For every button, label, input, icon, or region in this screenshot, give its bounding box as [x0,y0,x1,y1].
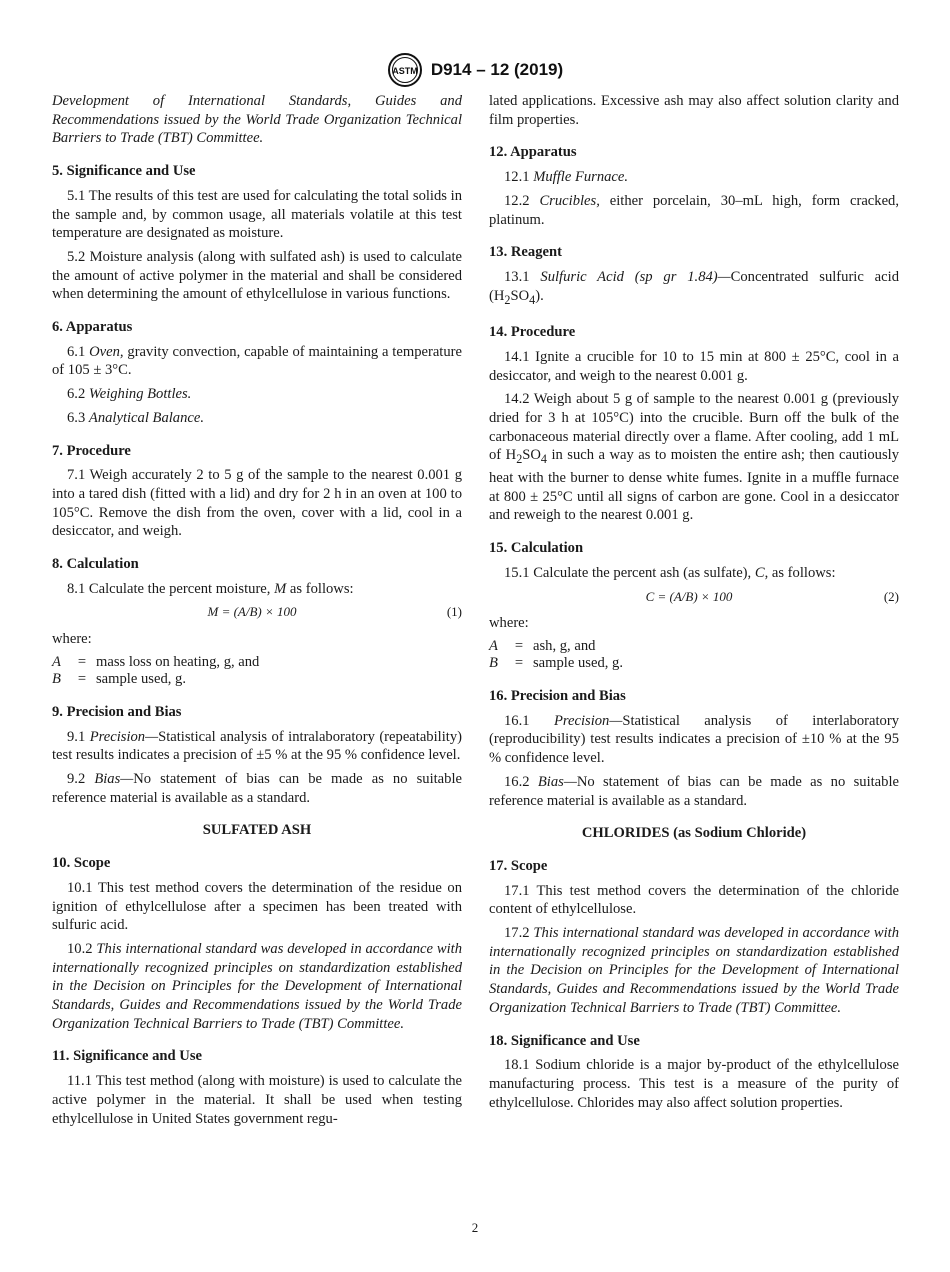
variable-definitions [489,638,899,673]
para-9-1: 9.1 Precision—Statistical analysis of intralaboratory (repeatability) test results indicates a precision of ±5 % at the 95 % confidence level. [52,728,462,764]
equation-2-number: (2) [883,588,899,604]
para-6-2: 6.2 Weighing Bottles. [67,386,192,403]
section-10-heading: 10. Scope [52,855,111,872]
para-16-1: 16.1 Precision—Statistical analysis of interlaboratory (reproducibility) test results indicates a precision of ±10 % at the 95 % confidence level. [489,712,899,767]
definition-item: A = ash, g, and [489,637,596,654]
section-5-heading: 5. Significance and Use [52,163,196,180]
document-id: D914 – 12 (2019) [430,60,564,79]
para-14-1: 14.1 Ignite a crucible for 10 to 15 min at 800 ± 25°C, cool in a desiccator, and weigh to the nearest 0.001 g. [489,348,899,384]
para-17-2: 17.2 This international standard was developed in accordance with internationally recognized principles on standardization established in the Decision on Principles for the Development of International Standards, Guides and Recommendations issued by the World Trade Organization Technical Barriers to Trade (TBT) Committee. [489,925,899,1016]
section-7-heading: 7. Procedure [52,442,131,459]
definition-item: A = mass loss on heating, g, and [52,653,260,670]
para-8-1: 8.1 Calculate the percent moisture, M as follows: [67,580,354,597]
section-18-heading: 18. Significance and Use [489,1032,640,1049]
equation-1-number: (1) [446,604,462,620]
para-15-1: 15.1 Calculate the percent ash (as sulfate), C, as follows: [504,564,836,581]
para-11-1: 11.1 This test method (along with moisture) is used to calculate the active polymer in the material. It shall be used when testing ethylcellulose in United States government regu- [52,1073,462,1127]
section-8-heading: 8. Calculation [52,556,139,573]
para-16-2: 16.2 Bias—No statement of bias can be made as no suitable reference material is available as a standard. [489,773,899,809]
para-6-1: 6.1 Oven, gravity convection, capable of maintaining a temperature of 105 ± 3°C. [52,343,462,379]
para-6-3: 6.3 Analytical Balance. [67,409,204,426]
section-15-heading: 15. Calculation [489,540,584,557]
para-13-1: 13.1 Sulfuric Acid (sp gr 1.84)—Concentrated sulfuric acid $(H_2SO_4)$. [489,268,899,307]
document-header [0,52,950,88]
page-number: 2 [471,1220,479,1235]
para-9-2: 9.2 Bias—No statement of bias can be made as no suitable reference material is available as a standard. [52,770,462,806]
right-column [489,92,899,1117]
left-column [52,92,462,1133]
para-5-2: 5.2 Moisture analysis (along with sulfated ash) is used to calculate the amount of active polymer in the material and shall be considered when determining the amount of ethylcellulose in various functions. [52,248,462,303]
equation-1 [52,603,462,622]
astm-logo-icon [387,52,423,88]
para-7-1: 7.1 Weigh accurately 2 to 5 g of the sample to the nearest 0.001 g into a tared dish (fitted with a lid) and dry for 2 h in an oven at 100 to 105°C. Remove the dish from the oven, cover with a lid, cool in a desiccator, and weigh. [52,467,462,540]
continued-paragraph: lated applications. Excessive ash may also affect solution clarity and film properties. [489,93,899,128]
chlorides-title: CHLORIDES (as Sodium Chloride) [581,825,807,842]
para-5-1: 5.1 The results of this test are used for calculating the total solids in the sample and, by common usage, all materials volatile at this test temperature are designated as moisture. [52,187,462,242]
variable-definitions [52,654,462,689]
para-10-1: 10.1 This test method covers the determination of the residue on ignition of ethylcellulose after a specimen has been treated with sulfuric acid. [52,879,462,934]
section-16-heading: 16. Precision and Bias [489,687,626,704]
section-6-heading: 6. Apparatus [52,319,133,336]
equation-2-formula: C = (A/B) × 100 [645,588,733,604]
section-17-heading: 17. Scope [489,857,548,874]
where-label: where: [489,615,529,632]
svg-text:ASTM: ASTM [392,66,418,76]
continued-paragraph: Development of International Standards, Guides and Recommendations issued by the World Trade Organization Technical Barriers to Trade (TBT) Committee. [52,93,462,147]
section-13-heading: 13. Reagent [489,244,562,261]
para-18-1: 18.1 Sodium chloride is a major by-product of the ethylcellulose manufacturing process. This test is a measure of the purity of ethylcellulose. Chlorides may also affect solution properties. [489,1057,899,1111]
section-14-heading: 14. Procedure [489,324,576,341]
equation-2 [489,588,899,607]
definition-item: B = sample used, g. [489,655,623,672]
where-label: where: [52,631,92,648]
section-9-heading: 9. Precision and Bias [52,703,182,720]
section-12-heading: 12. Apparatus [489,144,577,161]
para-10-2: 10.2 This international standard was developed in accordance with internationally recognized principles on standardization established in the Decision on Principles for the Development of International Standards, Guides and Recommendations issued by the World Trade Organization Technical Barriers to Trade (TBT) Committee. [52,940,462,1032]
sulfated-ash-title: SULFATED ASH [202,822,312,839]
para-17-1: 17.1 This test method covers the determination of the chloride content of ethylcellulose. [489,882,899,918]
para-14-2: 14.2 Weigh about 5 g of sample to the nearest 0.001 g (previously dried for 3 h at 105°C) into the crucible. Burn off the bulk of the carbonaceous material directly over a flame. After cooling, add 1 mL of $H_2SO_4$ in such a way as to moisten the entire ash; then cautiously heat with the burner to dense white fumes. Ignite in a muffle furnace at 800 ± 25°C until all signs of carbon are gone. Cool in a desiccator and reweigh to the nearest 0.001 g. [489,391,899,524]
para-12-1: 12.1 Muffle Furnace. [504,169,629,186]
section-11-heading: 11. Significance and Use [52,1048,203,1065]
para-12-2: 12.2 Crucibles, either porcelain, 30–mL high, form cracked, platinum. [489,192,899,228]
equation-1-formula: M = (A/B) × 100 [207,604,297,620]
definition-item: B = sample used, g. [52,671,186,688]
